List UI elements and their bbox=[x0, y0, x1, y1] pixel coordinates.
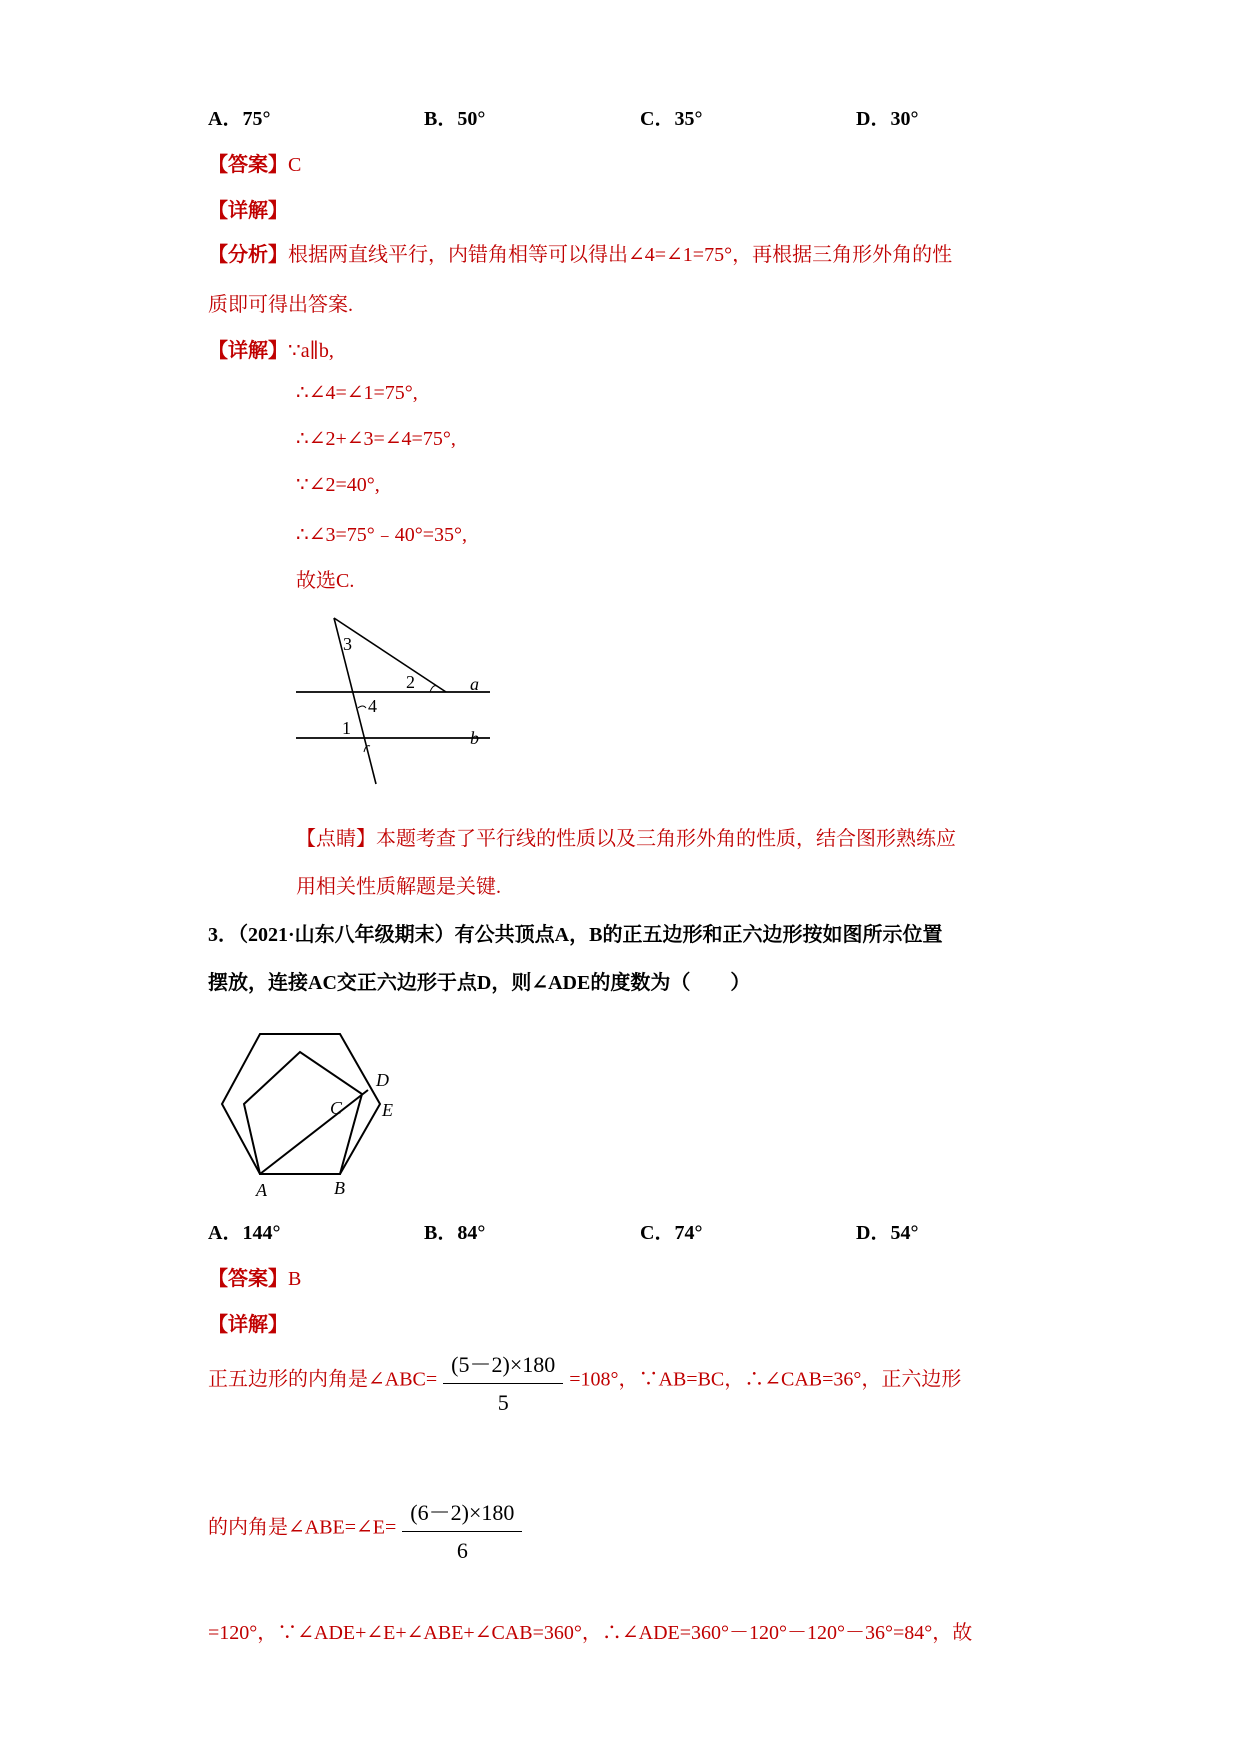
label-d: D bbox=[376, 1070, 389, 1090]
q3-solution-line3: =120°，∵∠ADE+∠E+∠ABE+∠CAB=360°，∴∠ADE=360°－120°－120°－36°=84°，故 bbox=[208, 1622, 973, 1644]
step-5: ∴∠3=75°﹣40°=35°, bbox=[296, 524, 468, 546]
fraction-denominator: 6 bbox=[456, 1538, 468, 1563]
comment-tag: 【点睛】 bbox=[296, 828, 376, 850]
sol2-pre: 的内角是∠ABE=∠E= bbox=[208, 1516, 397, 1539]
q2-option-c: C．35° bbox=[640, 108, 703, 130]
step-4: ∵∠2=40°, bbox=[296, 474, 380, 496]
analysis-text: 根据两直线平行，内错角相等可以得出∠4=∠1=75°，再根据三角形外角的性 bbox=[288, 244, 953, 266]
q3-option-b: B．84° bbox=[424, 1222, 486, 1244]
answer-tag: 【答案】 bbox=[208, 154, 288, 176]
step-6: 故选C. bbox=[296, 570, 355, 592]
q3-option-c: C．74° bbox=[640, 1222, 703, 1244]
fraction-hexagon bbox=[402, 1496, 522, 1564]
label-4: 4 bbox=[368, 696, 377, 716]
answer-value: B bbox=[288, 1268, 302, 1290]
fraction-denominator: 5 bbox=[497, 1390, 509, 1415]
fraction-pentagon bbox=[443, 1348, 563, 1416]
q2-option-d: D．30° bbox=[856, 108, 919, 130]
label-2: 2 bbox=[406, 672, 415, 692]
label-a: a bbox=[470, 674, 479, 694]
label-c: C bbox=[330, 1098, 343, 1118]
q2-detail-line bbox=[208, 334, 334, 363]
analysis-tag: 【分析】 bbox=[208, 244, 288, 266]
q2-detail-tag: 【详解】 bbox=[208, 200, 288, 222]
fraction-numerator: (5－2)×180 bbox=[443, 1348, 563, 1384]
answer-value: C bbox=[288, 154, 302, 176]
q3-solution-line1 bbox=[208, 1348, 961, 1416]
label-a: A bbox=[256, 1180, 267, 1200]
q2-analysis-line2: 质即可得出答案. bbox=[208, 294, 353, 316]
q2-answer bbox=[208, 148, 301, 177]
q2-option-a: A．75° bbox=[208, 108, 271, 130]
sol1-pre: 正五边形的内角是∠ABC= bbox=[208, 1368, 438, 1391]
q2-analysis-line1 bbox=[208, 238, 952, 267]
step-2: ∴∠4=∠1=75°, bbox=[296, 382, 418, 404]
pentagon-hexagon-figure bbox=[218, 1020, 418, 1200]
q3-question-line1: 3．（2021·山东八年级期末）有公共顶点A，B的正五边形和正六边形按如图所示位置 bbox=[208, 924, 943, 946]
q3-question-line2: 摆放，连接AC交正六边形于点D，则∠ADE的度数为（ ） bbox=[208, 972, 751, 994]
label-3: 3 bbox=[343, 634, 352, 654]
q3-option-d: D．54° bbox=[856, 1222, 919, 1244]
q3-detail-tag: 【详解】 bbox=[208, 1314, 288, 1336]
detail2-tag: 【详解】 bbox=[208, 340, 288, 362]
label-b: b bbox=[470, 728, 479, 748]
q3-option-a: A．144° bbox=[208, 1222, 281, 1244]
step-1: ∵a∥b, bbox=[288, 340, 334, 362]
answer-tag: 【答案】 bbox=[208, 1268, 288, 1290]
fraction-numerator: (6－2)×180 bbox=[402, 1496, 522, 1532]
q2-option-b: B．50° bbox=[424, 108, 486, 130]
q3-answer bbox=[208, 1262, 301, 1291]
q3-solution-line2 bbox=[208, 1496, 524, 1564]
label-1: 1 bbox=[342, 718, 351, 738]
label-b: B bbox=[334, 1178, 345, 1198]
comment-text: 本题考查了平行线的性质以及三角形外角的性质，结合图形熟练应 bbox=[376, 828, 956, 850]
sol1-post: =108°，∵AB=BC，∴∠CAB=36°，正六边形 bbox=[569, 1368, 962, 1391]
label-e: E bbox=[382, 1100, 393, 1120]
parallel-lines-figure bbox=[290, 612, 500, 788]
q2-comment-line1 bbox=[296, 822, 956, 851]
step-3: ∴∠2+∠3=∠4=75°, bbox=[296, 428, 456, 450]
q2-comment-line2: 用相关性质解题是关键. bbox=[296, 876, 501, 898]
